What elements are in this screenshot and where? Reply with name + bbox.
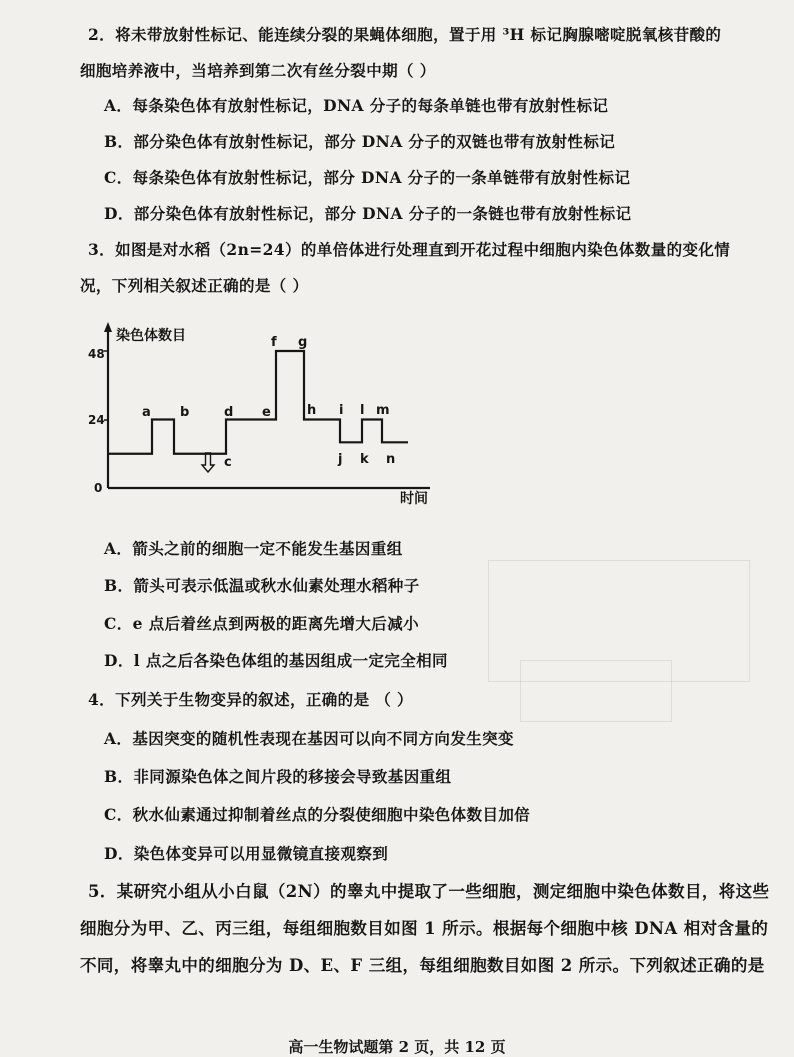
point-label-b: b [180, 405, 190, 420]
y-tick-24: 24 [88, 413, 105, 427]
point-label-e: e [262, 405, 271, 420]
q2-option-a: A．每条染色体有放射性标记，DNA 分子的每条单链也带有放射性标记 [104, 96, 609, 115]
q4-stem: 4．下列关于生物变异的叙述，正确的是 （ ） [88, 690, 413, 709]
x-axis-label: 时间 [400, 491, 428, 507]
q2-option-c: C．每条染色体有放射性标记，部分 DNA 分子的一条单链带有放射性标记 [104, 168, 631, 187]
q3-option-a: A．箭头之前的细胞一定不能发生基因重组 [104, 539, 403, 558]
q4-option-a: A．基因突变的随机性表现在基因可以向不同方向发生突变 [104, 729, 514, 748]
q3-stem-line1: 3．如图是对水稻（2n=24）的单倍体进行处理直到开花过程中细胞内染色体数量的变化情 [88, 240, 731, 259]
chromosome-number-chart [82, 320, 462, 510]
q5-stem-line2: 细胞分为甲、乙、丙三组，每组细胞数目如图 1 所示。根据每个细胞中核 DNA 相对含量的 [80, 919, 769, 938]
point-label-d: d [224, 405, 234, 420]
y-tick-0: 0 [94, 481, 103, 495]
q5-stem-line3: 不同，将睾丸中的细胞分为 D、E、F 三组，每组细胞数目如图 2 所示。下列叙述正确的是 [80, 956, 765, 975]
point-label-l: l [360, 403, 365, 418]
point-label-j: j [338, 452, 343, 467]
point-label-m: m [376, 403, 390, 418]
q2-stem-line1: 2．将未带放射性标记、能连续分裂的果蝇体细胞，置于用 ³H 标记胸腺嘧啶脱氧核苷酸的 [88, 25, 722, 44]
q4-option-c: C．秋水仙素通过抑制着丝点的分裂使细胞中染色体数目加倍 [104, 805, 531, 824]
q2-option-b: B．部分染色体有放射性标记，部分 DNA 分子的双链也带有放射性标记 [104, 132, 616, 151]
y-axis-arrowhead [104, 322, 112, 332]
point-label-c: c [224, 455, 232, 470]
bleed-through-shape [520, 660, 672, 722]
page-footer: 高一生物试题第 2 页，共 12 页 [288, 1038, 506, 1056]
point-label-a: a [142, 405, 151, 420]
point-label-n: n [386, 452, 396, 467]
up-arrow-icon [202, 453, 214, 472]
y-tick-48: 48 [88, 347, 105, 361]
point-label-k: k [360, 452, 369, 467]
q4-option-d: D．染色体变异可以用显微镜直接观察到 [104, 844, 389, 863]
q5-stem-line1: 5．某研究小组从小白鼠（2N）的睾丸中提取了一些细胞，测定细胞中染色体数目，将这些 [88, 882, 770, 901]
point-label-i: i [339, 403, 344, 418]
q3-option-c: C．e 点后着丝点到两极的距离先增大后减小 [104, 614, 419, 633]
q3-option-b: B．箭头可表示低温或秋水仙素处理水稻种子 [104, 576, 420, 595]
y-axis-label: 染色体数目 [116, 328, 186, 344]
q2-stem-line2: 细胞培养液中，当培养到第二次有丝分裂中期（ ） [80, 61, 436, 80]
q2-option-d: D．部分染色体有放射性标记，部分 DNA 分子的一条链也带有放射性标记 [104, 204, 632, 223]
q3-stem-line2: 况，下列相关叙述正确的是（ ） [80, 276, 309, 295]
q4-option-b: B．非同源染色体之间片段的移接会导致基因重组 [104, 767, 452, 786]
point-label-f: f [271, 335, 277, 350]
point-label-h: h [307, 403, 317, 418]
q3-option-d: D．l 点之后各染色体组的基因组成一定完全相同 [104, 651, 448, 670]
point-label-g: g [298, 335, 308, 350]
